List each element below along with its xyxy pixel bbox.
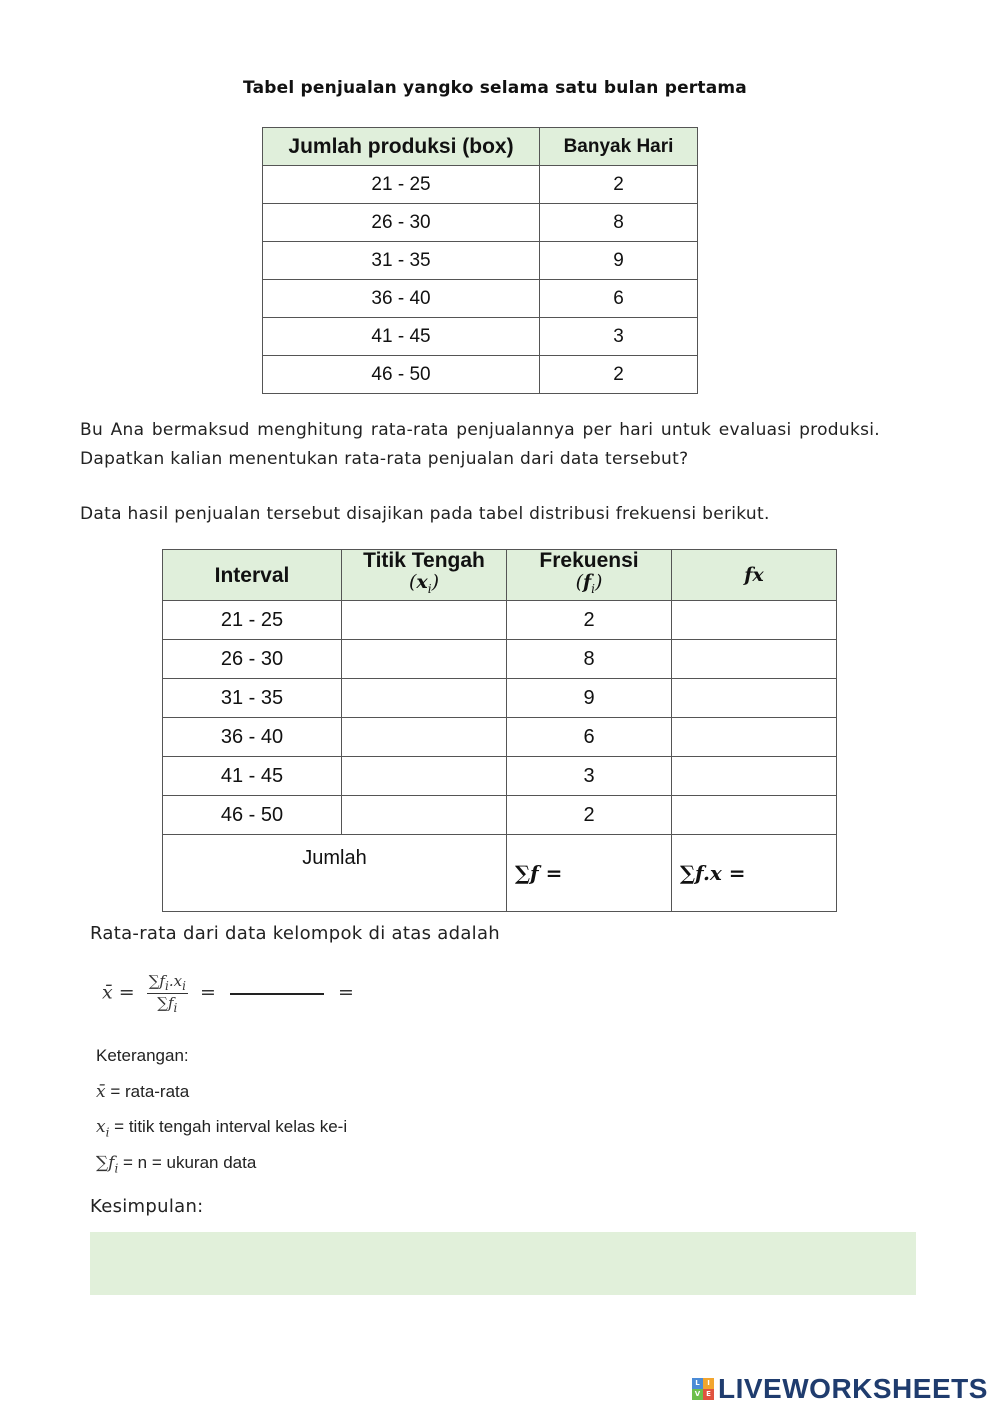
- cell-range: 26 - 30: [263, 204, 540, 242]
- table-row: [263, 356, 698, 394]
- cell-frequency: 2: [507, 796, 672, 835]
- cell-interval: 26 - 30: [163, 640, 342, 679]
- sum-fx-input[interactable]: [672, 835, 837, 912]
- sum-fx-label: ∑f.x =: [680, 861, 746, 885]
- cell-range: 36 - 40: [263, 280, 540, 318]
- question-paragraph: Bu Ana bermaksud menghitung rata-rata penjualannya per hari untuk evaluasi produksi. Dapatkan kalian menentukan rata-rata penjualan dari data tersebut?: [80, 420, 880, 469]
- keterangan-item: [96, 1117, 347, 1139]
- midpoint-input[interactable]: [342, 796, 507, 835]
- keterangan-text: = rata-rata: [110, 1082, 190, 1101]
- product-input[interactable]: [672, 718, 837, 757]
- table-header-row: [163, 550, 837, 601]
- product-input[interactable]: [672, 640, 837, 679]
- formula-answer-blank[interactable]: [230, 993, 324, 995]
- product-input[interactable]: [672, 601, 837, 640]
- header-titik-tengah-label: Titik Tengah: [363, 549, 485, 573]
- table-row: [163, 757, 837, 796]
- keterangan-symbol: $x_i$: [96, 1117, 110, 1140]
- header-jumlah-produksi: Jumlah produksi (box): [263, 128, 540, 166]
- product-input[interactable]: [672, 757, 837, 796]
- frequency-table: [162, 549, 837, 912]
- table-row: [163, 679, 837, 718]
- midpoint-input[interactable]: [342, 640, 507, 679]
- cell-interval: 46 - 50: [163, 796, 342, 835]
- total-row: [163, 835, 837, 912]
- keterangan-item: [96, 1153, 256, 1175]
- frequency-symbol: $(f_i)$: [575, 571, 603, 596]
- cell-frequency: 3: [507, 757, 672, 796]
- sum-f-input[interactable]: [507, 835, 672, 912]
- table-row: [263, 204, 698, 242]
- conclusion-answer-box[interactable]: [90, 1232, 916, 1295]
- keterangan-text: = titik tengah interval kelas ke-i: [114, 1117, 348, 1136]
- keterangan-item: [96, 1082, 189, 1102]
- brand-name: LIVEWORKSHEETS: [718, 1373, 988, 1404]
- mean-intro: Rata-rata dari data kelompok di atas adalah: [90, 923, 500, 944]
- table-row: [163, 796, 837, 835]
- table-row: [163, 601, 837, 640]
- cell-range: 41 - 45: [263, 318, 540, 356]
- sales-table: [262, 127, 698, 394]
- cell-days: 2: [540, 356, 698, 394]
- midpoint-input[interactable]: [342, 601, 507, 640]
- cell-range: 46 - 50: [263, 356, 540, 394]
- table-header-row: [263, 128, 698, 166]
- table-row: [263, 280, 698, 318]
- cell-frequency: 6: [507, 718, 672, 757]
- product-input[interactable]: [672, 679, 837, 718]
- table-row: [263, 318, 698, 356]
- cell-frequency: 8: [507, 640, 672, 679]
- cell-range: 21 - 25: [263, 166, 540, 204]
- cell-interval: 21 - 25: [163, 601, 342, 640]
- liveworksheets-brand: [692, 1374, 988, 1404]
- midpoint-input[interactable]: [342, 757, 507, 796]
- cell-frequency: 2: [507, 601, 672, 640]
- table-row: [263, 242, 698, 280]
- cell-days: 3: [540, 318, 698, 356]
- cell-range: 31 - 35: [263, 242, 540, 280]
- keterangan-symbol: x̄: [96, 1082, 106, 1102]
- keterangan-heading: Keterangan:: [96, 1046, 189, 1065]
- header-frekuensi: [507, 550, 672, 601]
- header-banyak-hari: Banyak Hari: [540, 128, 698, 166]
- mean-formula: x̄ = $\frac{\sum f_i.x_i}{\sum f_i}$ = =: [102, 972, 354, 1015]
- header-interval-label: Interval: [214, 563, 290, 587]
- cell-days: 8: [540, 204, 698, 242]
- cell-frequency: 9: [507, 679, 672, 718]
- midpoint-input[interactable]: [342, 679, 507, 718]
- worksheet-title: Tabel penjualan yangko selama satu bulan pertama: [243, 78, 747, 98]
- cell-days: 6: [540, 280, 698, 318]
- header-frekuensi-label: Frekuensi: [539, 549, 639, 573]
- product-symbol: fx: [744, 564, 764, 586]
- header-interval: [163, 550, 342, 601]
- header-fixi: [672, 550, 837, 601]
- total-label: Jumlah: [163, 835, 507, 912]
- table-row: [163, 640, 837, 679]
- keterangan-text: = n = ukuran data: [123, 1153, 257, 1172]
- intro-paragraph: Data hasil penjualan tersebut disajikan pada tabel distribusi frekuensi berikut.: [80, 504, 770, 524]
- cell-days: 9: [540, 242, 698, 280]
- midpoint-symbol: $(x_i)$: [408, 571, 439, 596]
- cell-interval: 41 - 45: [163, 757, 342, 796]
- table-row: [263, 166, 698, 204]
- liveworksheets-logo-icon: L I V E: [692, 1378, 714, 1400]
- cell-interval: 36 - 40: [163, 718, 342, 757]
- table-row: [163, 718, 837, 757]
- cell-days: 2: [540, 166, 698, 204]
- sum-f-label: ∑f =: [515, 861, 563, 885]
- product-input[interactable]: [672, 796, 837, 835]
- midpoint-input[interactable]: [342, 718, 507, 757]
- conclusion-label: Kesimpulan:: [90, 1196, 204, 1217]
- keterangan-symbol: $\sum f_i$: [96, 1153, 119, 1176]
- cell-interval: 31 - 35: [163, 679, 342, 718]
- header-titik-tengah: [342, 550, 507, 601]
- formula-fraction: $\frac{\sum f_i.x_i}{\sum f_i}$: [148, 972, 186, 1015]
